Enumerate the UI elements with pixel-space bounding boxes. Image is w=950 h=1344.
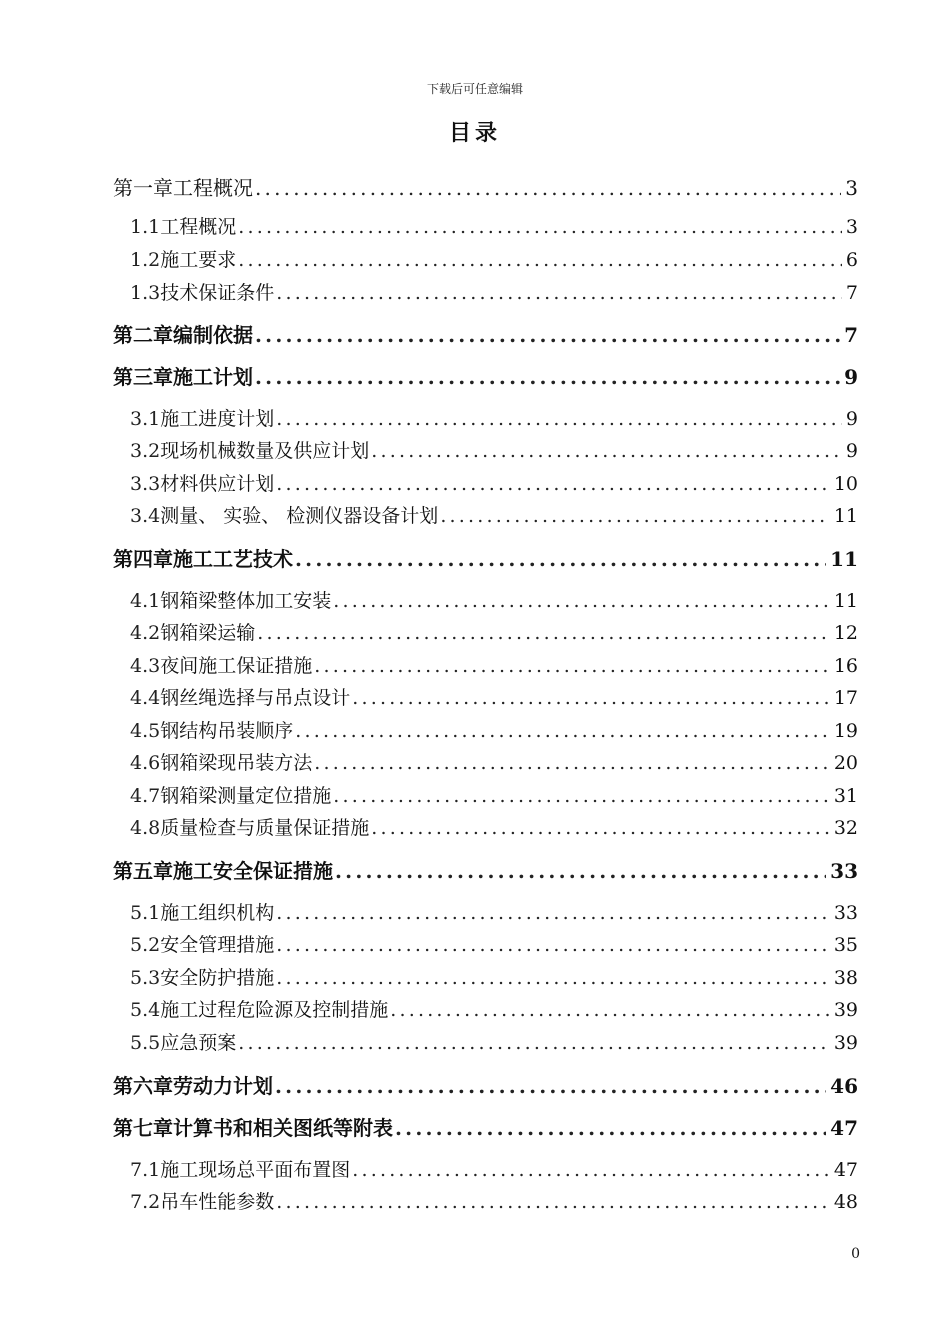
toc-section-entry[interactable] (130, 245, 858, 272)
toc-section-entry[interactable] (130, 469, 858, 496)
toc-dot-leader (295, 547, 826, 571)
toc-section-number: 1.1 (130, 216, 161, 238)
toc-section-entry[interactable] (130, 212, 858, 239)
toc-section-entry[interactable] (130, 404, 858, 431)
toc-entry-label: 安全防护措施 (160, 967, 275, 989)
toc-entry-label: 施工要求 (160, 249, 237, 271)
toc-page-number: 19 (833, 720, 858, 742)
toc-entry-label: 技术保证条件 (160, 282, 275, 304)
toc-dot-leader (276, 934, 830, 956)
toc-entry-label: 钢箱梁测量定位措施 (160, 785, 332, 807)
toc-section-entry[interactable] (130, 278, 858, 305)
toc-entry-label: 第六章劳动力计划 (113, 1074, 273, 1098)
toc-section-entry[interactable] (130, 1155, 858, 1182)
toc-section-number: 4.8 (130, 817, 161, 839)
toc-section-entry[interactable] (130, 930, 858, 957)
toc-dot-leader (333, 785, 830, 807)
toc-entry-label: 施工过程危险源及控制措施 (160, 999, 389, 1021)
toc-entry-label: 施工进度计划 (160, 408, 275, 430)
toc-section-entry[interactable] (130, 748, 858, 775)
toc-page-number: 11 (833, 505, 858, 527)
toc-section-number: 4.7 (130, 785, 161, 807)
toc-section-number: 3.4 (130, 505, 161, 527)
toc-dot-leader (371, 817, 830, 839)
toc-section-number: 7.2 (130, 1191, 161, 1213)
toc-entry-label: 钢箱梁运输 (160, 622, 256, 644)
toc-section-entry[interactable] (130, 813, 858, 840)
toc-dot-leader (276, 1191, 830, 1213)
toc-page-number: 48 (833, 1191, 858, 1213)
toc-title: 目录 (448, 120, 501, 146)
toc-page-number: 9 (844, 365, 858, 389)
toc-section-number: 5.2 (130, 934, 161, 956)
toc-entry-label: 现场机械数量及供应计划 (160, 440, 370, 462)
toc-section-entry[interactable] (130, 1187, 858, 1214)
toc-section-number: 1.2 (130, 249, 161, 271)
toc-dot-leader (257, 622, 830, 644)
toc-chapter-entry[interactable] (113, 1112, 858, 1141)
toc-entry-label: 第二章编制依据 (113, 323, 253, 347)
toc-section-entry[interactable] (130, 963, 858, 990)
toc-page-number: 33 (833, 902, 858, 924)
toc-entry-label: 工程概况 (160, 216, 237, 238)
toc-page-number: 47 (830, 1116, 858, 1140)
toc-entry-label: 第一章工程概况 (113, 176, 253, 200)
toc-chapter-entry[interactable] (113, 855, 858, 884)
toc-chapter-entry[interactable] (113, 319, 858, 348)
toc-page-number: 9 (845, 440, 858, 462)
toc-section-number: 4.2 (130, 622, 161, 644)
toc-dot-leader (276, 408, 842, 430)
toc-dot-leader (390, 999, 830, 1021)
toc-dot-leader (395, 1116, 826, 1140)
toc-section-entry[interactable] (130, 995, 858, 1022)
toc-section-entry[interactable] (130, 651, 858, 678)
toc-page-number: 33 (830, 859, 858, 883)
toc-page-number: 3 (845, 216, 858, 238)
toc-dot-leader (255, 176, 841, 200)
toc-dot-leader (335, 859, 826, 883)
toc-dot-leader (440, 505, 830, 527)
toc-section-entry[interactable] (130, 436, 858, 463)
toc-page-number: 38 (833, 967, 858, 989)
toc-dot-leader (275, 1074, 826, 1098)
page-number: 0 (851, 1246, 860, 1262)
toc-entry-label: 应急预案 (160, 1032, 237, 1054)
toc-dot-leader (333, 590, 830, 612)
toc-page-number: 47 (833, 1159, 858, 1181)
header-note: 下载后可任意编辑 (426, 82, 523, 96)
toc-chapter-entry[interactable] (113, 1070, 858, 1099)
toc-page-number: 9 (845, 408, 858, 430)
toc-dot-leader (314, 655, 830, 677)
toc-page-number: 11 (830, 547, 858, 571)
toc-page-number: 32 (833, 817, 858, 839)
toc-dot-leader (238, 1032, 830, 1054)
toc-dot-leader (352, 1159, 830, 1181)
toc-section-number: 3.2 (130, 440, 161, 462)
toc-section-entry[interactable] (130, 501, 858, 528)
toc-page-number: 39 (833, 1032, 858, 1054)
toc-section-number: 3.3 (130, 473, 161, 495)
toc-section-number: 5.4 (130, 999, 161, 1021)
toc-dot-leader (314, 752, 830, 774)
toc-entry-label: 安全管理措施 (160, 934, 275, 956)
toc-section-entry[interactable] (130, 683, 858, 710)
toc-page-number: 11 (833, 590, 858, 612)
toc-entry-label: 施工组织机构 (160, 902, 275, 924)
toc-section-entry[interactable] (130, 618, 858, 645)
toc-section-number: 4.6 (130, 752, 161, 774)
toc-page-number: 39 (833, 999, 858, 1021)
toc-dot-leader (276, 473, 830, 495)
toc-entry-label: 钢结构吊装顺序 (160, 720, 294, 742)
toc-section-entry[interactable] (130, 586, 858, 613)
toc-entry-label: 第五章施工安全保证措施 (113, 859, 333, 883)
toc-entry-label: 第三章施工计划 (113, 365, 253, 389)
toc-page-number: 12 (833, 622, 858, 644)
toc-entry-label: 吊车性能参数 (160, 1191, 275, 1213)
toc-section-number: 4.1 (130, 590, 161, 612)
toc-dot-leader (276, 902, 830, 924)
toc-page-number: 7 (844, 323, 858, 347)
toc-page-number: 6 (845, 249, 858, 271)
toc-page-number: 3 (845, 176, 858, 200)
toc-dot-leader (276, 967, 830, 989)
toc-entry-label: 材料供应计划 (160, 473, 275, 495)
toc-entry-label: 夜间施工保证措施 (160, 655, 313, 677)
toc-section-number: 5.5 (130, 1032, 161, 1054)
toc-page-number: 10 (833, 473, 858, 495)
toc-chapter-entry[interactable] (113, 361, 858, 390)
toc-section-number: 4.3 (130, 655, 161, 677)
toc-section-entry[interactable] (130, 1028, 858, 1055)
toc-section-entry[interactable] (130, 898, 858, 925)
toc-entry-label: 钢箱梁现吊装方法 (160, 752, 313, 774)
toc-section-number: 5.1 (130, 902, 161, 924)
toc-page-number: 7 (845, 282, 858, 304)
toc-entry-label: 钢箱梁整体加工安装 (160, 590, 332, 612)
toc-entry-label: 质量检查与质量保证措施 (160, 817, 370, 839)
toc-page-number: 17 (833, 687, 858, 709)
toc-entry-label: 第七章计算书和相关图纸等附表 (113, 1116, 393, 1140)
toc-section-number: 7.1 (130, 1159, 161, 1181)
toc-entry-label: 测量、 实验、 检测仪器设备计划 (160, 505, 439, 527)
toc-page-number: 20 (833, 752, 858, 774)
toc-page-number: 16 (833, 655, 858, 677)
toc-section-entry[interactable] (130, 781, 858, 808)
toc-dot-leader (238, 216, 842, 238)
toc-dot-leader (295, 720, 830, 742)
toc-section-number: 5.3 (130, 967, 161, 989)
toc-section-number: 4.4 (130, 687, 161, 709)
toc-dot-leader (352, 687, 830, 709)
toc-section-number: 1.3 (130, 282, 161, 304)
toc-dot-leader (255, 365, 840, 389)
toc-section-entry[interactable] (130, 716, 858, 743)
toc-dot-leader (276, 282, 842, 304)
toc-page-number: 46 (830, 1074, 858, 1098)
toc-dot-leader (238, 249, 842, 271)
toc-page-number: 35 (833, 934, 858, 956)
toc-section-number: 3.1 (130, 408, 161, 430)
toc-section-number: 4.5 (130, 720, 161, 742)
toc-entry-label: 第四章施工工艺技术 (113, 547, 293, 571)
toc-dot-leader (255, 323, 840, 347)
toc-page-number: 31 (833, 785, 858, 807)
toc-entry-label: 施工现场总平面布置图 (160, 1159, 351, 1181)
toc-entry-label: 钢丝绳选择与吊点设计 (160, 687, 351, 709)
toc-chapter-entry[interactable] (113, 172, 858, 201)
toc-chapter-entry[interactable] (113, 543, 858, 572)
toc-dot-leader (371, 440, 842, 462)
